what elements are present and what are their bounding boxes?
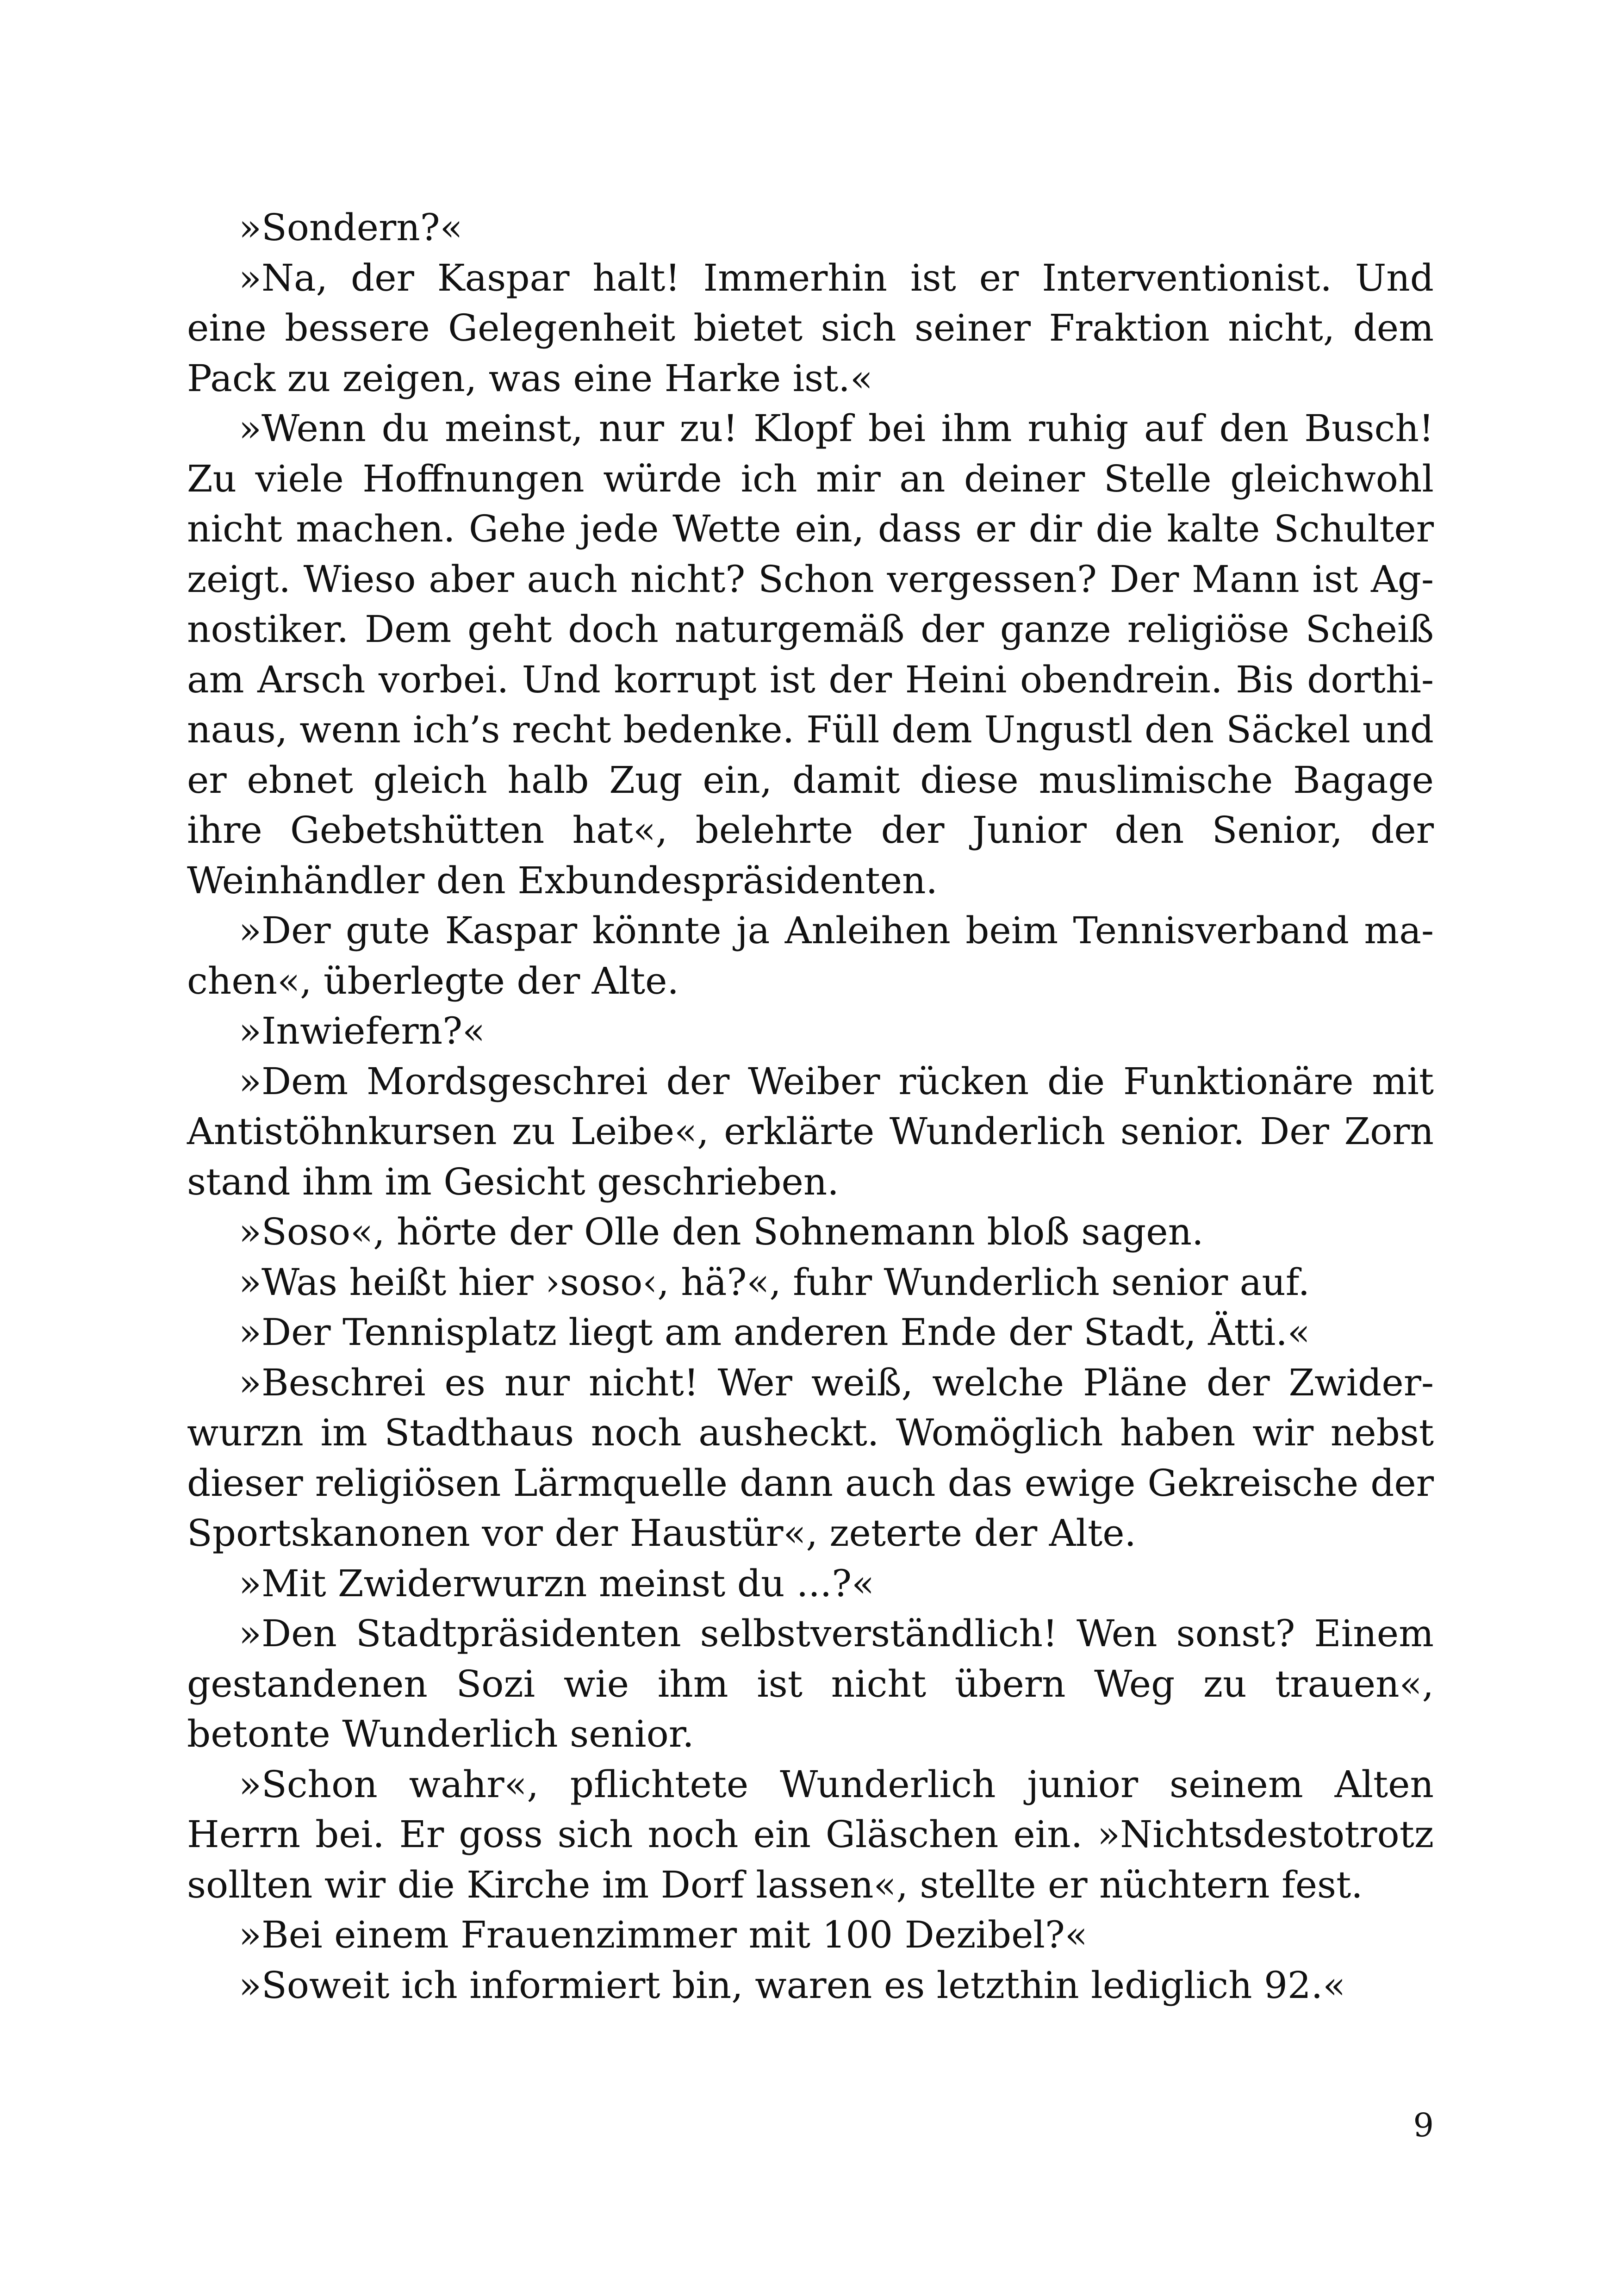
- paragraph-15: »Soweit ich informiert bin, waren es letzthin lediglich 92.«: [239, 1963, 1346, 2007]
- paragraph-7: »Soso«, hörte der Olle den Sohnemann bloß sagen.: [239, 1210, 1204, 1253]
- paragraph-8: »Was heißt hier ›soso‹, hä?«, fuhr Wunderlich senior auf.: [239, 1260, 1310, 1304]
- paragraph-3: »Wenn du meinst, nur zu! Klopf bei ihm ruhig auf den Busch! Zu viele Hoffnungen würde ich mir an deiner Stelle gleichwohl nicht machen. Gehe jede Wette ein, dass er dir die kalte Schulter zeigt. Wieso aber auch nicht? Schon vergessen? Der Mann ist Agnostiker. Dem geht doch naturgemäß der ganze religiöse Scheiß am Arsch vorbei. Und korrupt ist der Heini obendrein. Bis dorthinaus, wenn ich’s recht bedenke. Füll dem Ungustl den Säckel und er ebnet gleich halb Zug ein, damit diese muslimische Bagage ihre Gebetshütten hat«, belehrte der Junior den Senior, der Weinhändler den Exbundespräsidenten.: [187, 407, 1434, 902]
- paragraph-5: »Inwiefern?«: [239, 1009, 485, 1052]
- paragraph-12: »Den Stadtpräsidenten selbstverständlich! Wen sonst? Einem gestandenen Sozi wie ihm ist nicht übern Weg zu trauen«, betonte Wunderlich senior.: [187, 1612, 1434, 1755]
- paragraph-9: »Der Tennisplatz liegt am anderen Ende der Stadt, Ätti.«: [239, 1311, 1310, 1354]
- paragraph-14: »Bei einem Frauenzimmer mit 100 Dezibel?«: [239, 1913, 1088, 1956]
- page-number: 9: [1413, 2106, 1434, 2144]
- body-text: [187, 203, 1434, 2010]
- paragraph-13: »Schon wahr«, pflichtete Wunderlich junior seinem Alten Herrn bei. Er goss sich noch ein Gläschen ein. »Nichtsdestotrotz sollten wir die Kirche im Dorf lassen«, stellte er nüchtern fest.: [187, 1762, 1434, 1906]
- paragraph-10: »Beschrei es nur nicht! Wer weiß, welche Pläne der Zwiderwurzn im Stadthaus noch ausheckt. Womöglich haben wir nebst dieser religiösen Lärmquelle dann auch das ewige Gekreische der Sportskanonen vor der Haustür«, zeterte der Alte.: [187, 1361, 1434, 1555]
- paragraph-6: »Dem Mordsgeschrei der Weiber rücken die Funktionäre mit Antistöhnkursen zu Leibe«, erklärte Wunderlich senior. Der Zorn stand ihm im Gesicht geschrieben.: [187, 1059, 1434, 1203]
- paragraph-11: »Mit Zwiderwurzn meinst du ...?«: [239, 1562, 875, 1605]
- paragraph-4: »Der gute Kaspar könnte ja Anleihen beim Tennisverband machen«, überlegte der Alte.: [187, 909, 1434, 1002]
- paragraph-2: »Na, der Kaspar halt! Immerhin ist er Interventionist. Und eine bessere Gelegenheit bietet sich seiner Fraktion nicht, dem Pack zu zeigen, was eine Harke ist.«: [187, 256, 1434, 400]
- paragraph-1: »Sondern?«: [239, 206, 463, 249]
